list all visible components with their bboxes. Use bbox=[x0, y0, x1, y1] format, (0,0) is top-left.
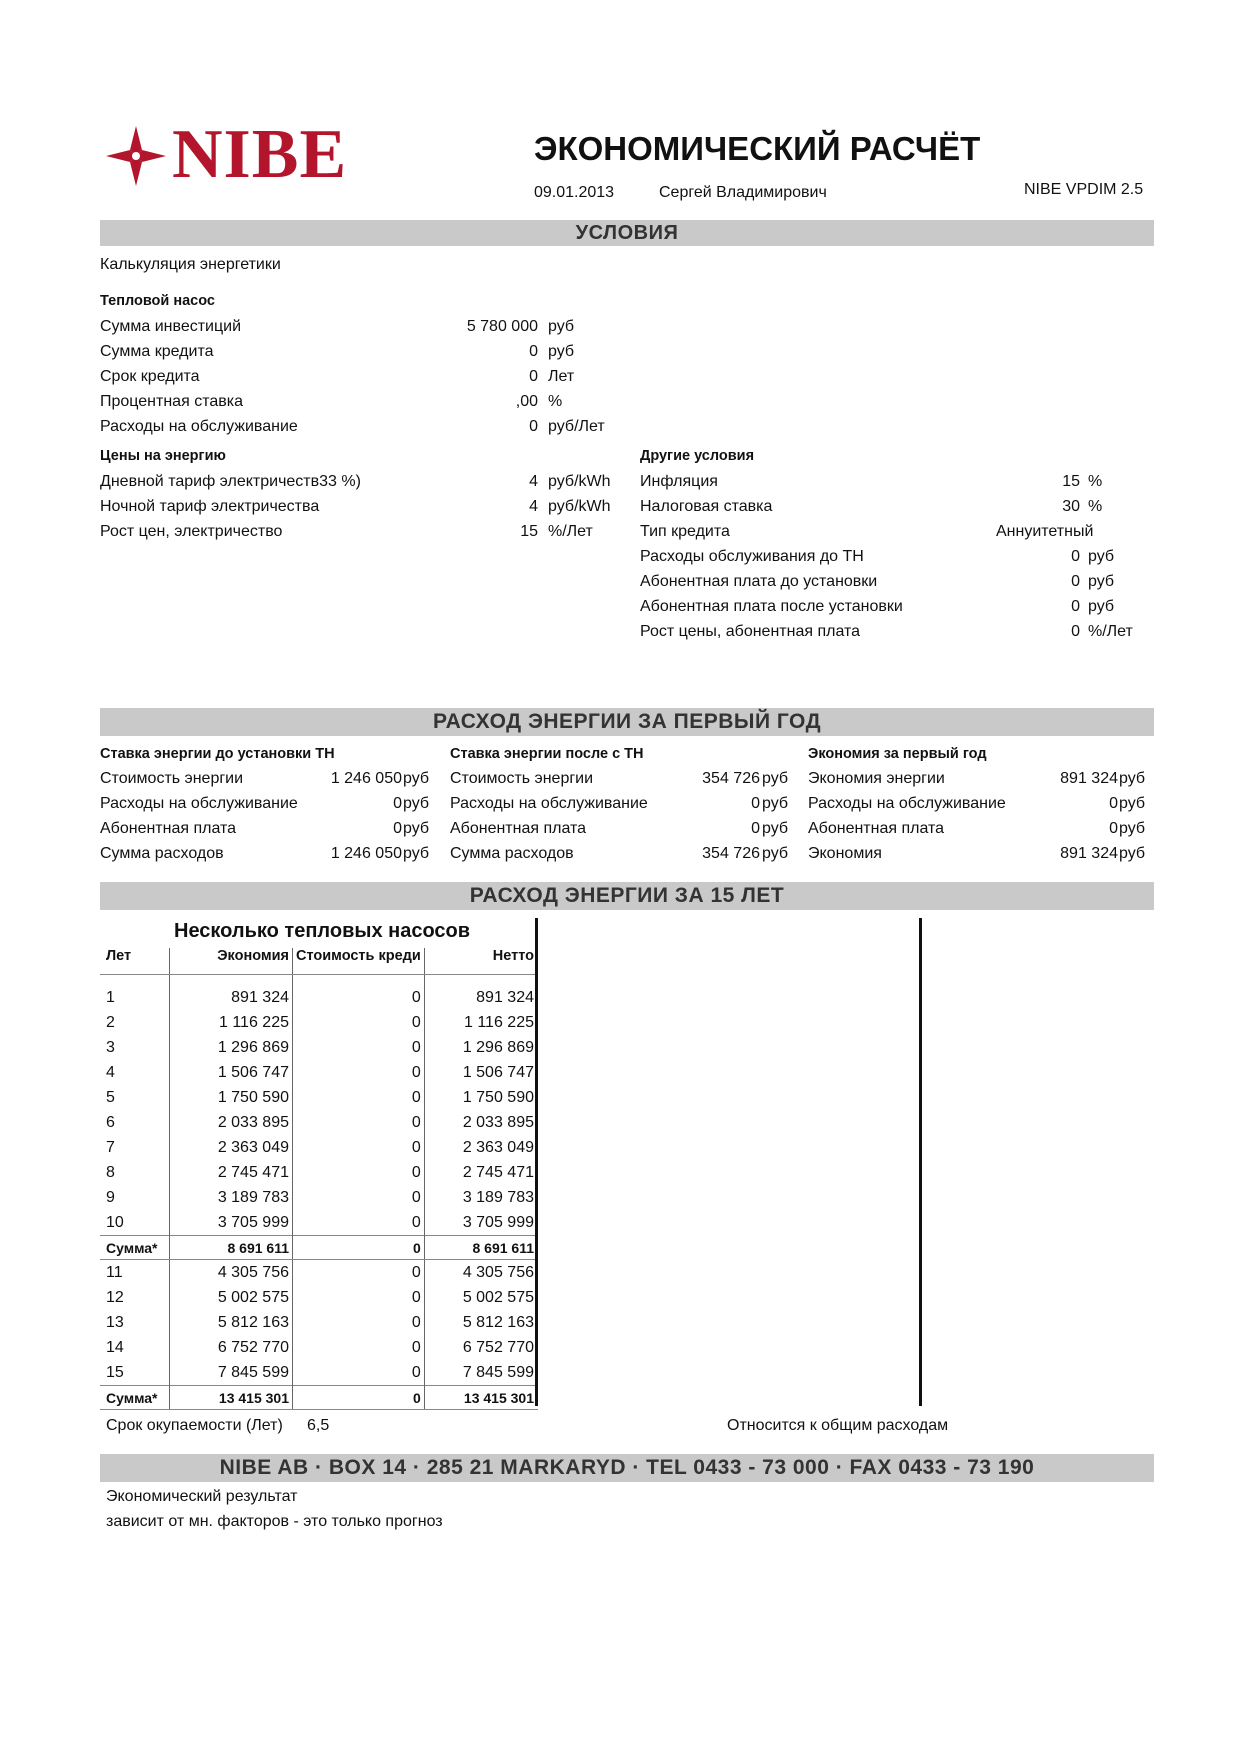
page-title: ЭКОНОМИЧЕСКИЙ РАСЧЁТ bbox=[534, 130, 981, 167]
table-cell: 1 750 590 bbox=[462, 1088, 534, 1106]
table-row bbox=[100, 1085, 538, 1110]
first-year-unit: руб bbox=[1119, 770, 1146, 787]
price-label: Ночной тариф электричества bbox=[100, 498, 320, 515]
table-cell: 4 305 756 bbox=[462, 1263, 534, 1281]
table-row bbox=[100, 1110, 538, 1135]
table-cell: 8 691 611 bbox=[424, 1236, 538, 1260]
heatpump-unit: руб bbox=[548, 318, 575, 335]
first-year-unit: руб bbox=[1119, 795, 1146, 812]
table-cell: 15 bbox=[100, 1360, 170, 1386]
table-spacer bbox=[100, 975, 538, 986]
table-cell: 3 705 999 bbox=[462, 1213, 534, 1231]
table-row bbox=[100, 1160, 538, 1185]
table-cell: 8 691 611 bbox=[170, 1236, 293, 1260]
table-cell: 7 845 599 bbox=[462, 1363, 534, 1381]
table-right-border bbox=[535, 918, 538, 1406]
footer-line-1: Экономический результат bbox=[106, 1488, 298, 1505]
table-row bbox=[100, 1060, 538, 1085]
other-unit: % bbox=[1088, 473, 1103, 490]
heatpump-value: 0 bbox=[529, 418, 538, 435]
table-cell: 13 415 301 bbox=[170, 1386, 293, 1410]
table-cell: 2 bbox=[100, 1010, 170, 1035]
other-label: Абонентная плата после установки bbox=[640, 598, 903, 615]
section-title: РАСХОД ЭНЕРГИИ ЗА 15 ЛЕТ bbox=[469, 884, 785, 907]
first-year-label: Расходы на обслуживание bbox=[808, 795, 1006, 812]
table-cell: 1 506 747 bbox=[170, 1060, 293, 1085]
table-cell: 0 bbox=[293, 1060, 425, 1085]
first-year-value: 891 324 bbox=[1060, 845, 1118, 862]
other-label: Налоговая ставка bbox=[640, 498, 773, 515]
other-unit: % bbox=[1088, 498, 1103, 515]
first-year-label: Расходы на обслуживание bbox=[450, 795, 648, 812]
first-year-label: Расходы на обслуживание bbox=[100, 795, 298, 812]
section-title: РАСХОД ЭНЕРГИИ ЗА ПЕРВЫЙ ГОД bbox=[432, 710, 822, 733]
other-heading: Другие условия bbox=[640, 448, 755, 464]
first-year-value: 0 bbox=[393, 795, 402, 812]
table-row bbox=[100, 1335, 538, 1360]
other-value: 0 bbox=[1071, 548, 1080, 565]
other-unit: руб bbox=[1088, 598, 1115, 615]
first-year-unit: руб bbox=[762, 845, 789, 862]
table-sum-row bbox=[100, 1236, 538, 1260]
table-cell: 1 750 590 bbox=[170, 1085, 293, 1110]
table-cell: 2 033 895 bbox=[462, 1113, 534, 1131]
report-date: 09.01.2013 bbox=[534, 184, 615, 201]
total-costs-note: Относится к общим расходам bbox=[727, 1417, 949, 1434]
table-row bbox=[100, 1135, 538, 1160]
nibe-logo bbox=[104, 116, 404, 193]
table-cell: 13 415 301 bbox=[424, 1386, 538, 1410]
section-bar-first-year bbox=[100, 708, 1154, 736]
table-cell: 2 745 471 bbox=[462, 1163, 534, 1181]
heatpump-label: Срок кредита bbox=[100, 368, 200, 385]
table-cell: 5 812 163 bbox=[462, 1313, 534, 1331]
heatpump-value: 5 780 000 bbox=[466, 318, 538, 335]
first-year-label: Стоимость энергии bbox=[450, 770, 594, 787]
first-year-unit: руб bbox=[403, 845, 430, 862]
table-cell: 0 bbox=[293, 1360, 425, 1386]
section-bar-conditions bbox=[100, 220, 1154, 246]
first-year-unit: руб bbox=[1119, 845, 1146, 862]
first-year-label: Экономия энергии bbox=[808, 770, 945, 787]
table-cell: 3 705 999 bbox=[170, 1210, 293, 1236]
first-year-label: Абонентная плата bbox=[450, 820, 587, 837]
first-year-heading: Ставка энергии до установки ТН bbox=[100, 746, 335, 762]
table-cell: 5 002 575 bbox=[462, 1288, 534, 1306]
price-unit: руб/kWh bbox=[548, 473, 611, 490]
heatpump-value: ,00 bbox=[515, 393, 538, 410]
table-cell: Сумма* bbox=[100, 1386, 170, 1410]
table-row bbox=[100, 1035, 538, 1060]
table-cell: 5 002 575 bbox=[170, 1285, 293, 1310]
other-label: Инфляция bbox=[640, 473, 718, 490]
first-year-unit: руб bbox=[403, 795, 430, 812]
table-cell: 0 bbox=[293, 1085, 425, 1110]
table-cell: 7 845 599 bbox=[170, 1360, 293, 1386]
other-value: 0 bbox=[1071, 623, 1080, 640]
table-cell: 4 305 756 bbox=[170, 1260, 293, 1286]
heatpump-label: Расходы на обслуживание bbox=[100, 418, 298, 435]
first-year-value: 0 bbox=[1109, 795, 1118, 812]
first-year-heading: Ставка энергии после с ТН bbox=[450, 746, 644, 762]
table-title: Несколько тепловых насосов bbox=[174, 920, 471, 942]
table-row bbox=[100, 1185, 538, 1210]
prices-heading: Цены на энергию bbox=[100, 448, 226, 464]
table-cell: 0 bbox=[293, 1285, 425, 1310]
other-label: Рост цены, абонентная плата bbox=[640, 623, 861, 640]
table-row bbox=[100, 1260, 538, 1286]
first-year-value: 0 bbox=[751, 795, 760, 812]
other-label: Тип кредита bbox=[640, 523, 730, 540]
table-cell: Экономия bbox=[170, 948, 293, 975]
table-cell: 1 296 869 bbox=[170, 1035, 293, 1060]
first-year-unit: руб bbox=[1119, 820, 1146, 837]
table-cell: 0 bbox=[293, 1135, 425, 1160]
table-cell: 0 bbox=[293, 1386, 425, 1410]
table-cell: 891 324 bbox=[476, 988, 534, 1006]
price-value: 4 bbox=[529, 473, 538, 490]
table-cell: 14 bbox=[100, 1335, 170, 1360]
table-cell: Стоимость креди bbox=[293, 948, 425, 975]
first-year-label: Абонентная плата bbox=[808, 820, 945, 837]
first-year-unit: руб bbox=[403, 770, 430, 787]
footer-line-2: зависит от мн. факторов - это только прогноз bbox=[106, 1513, 443, 1530]
other-unit: руб bbox=[1088, 548, 1115, 565]
table-cell: 1 116 225 bbox=[464, 1013, 534, 1031]
first-year-value: 354 726 bbox=[702, 845, 760, 862]
other-unit: %/Лет bbox=[1088, 623, 1133, 640]
other-value: Аннуитетный bbox=[996, 523, 1094, 540]
table-cell: 0 bbox=[293, 1260, 425, 1286]
heatpump-unit: Лет bbox=[548, 368, 575, 385]
table-cell: 2 033 895 bbox=[170, 1110, 293, 1135]
table-cell: 9 bbox=[100, 1185, 170, 1210]
other-value: 15 bbox=[1062, 473, 1080, 490]
first-year-value: 354 726 bbox=[702, 770, 760, 787]
table-cell: 2 363 049 bbox=[462, 1138, 534, 1156]
table-cell: 2 363 049 bbox=[170, 1135, 293, 1160]
conditions-subtitle: Калькуляция энергетики bbox=[100, 256, 281, 273]
other-value: 0 bbox=[1071, 573, 1080, 590]
price-label: Дневной тариф электричеств33 %) bbox=[100, 473, 361, 490]
logo-text: NIBE bbox=[172, 116, 348, 193]
table-cell: 1 296 869 bbox=[462, 1038, 534, 1056]
section-title: УСЛОВИЯ bbox=[575, 222, 679, 244]
first-year-label: Сумма расходов bbox=[100, 845, 224, 862]
table-cell: Нетто bbox=[424, 948, 538, 975]
first-year-value: 1 246 050 bbox=[330, 845, 402, 862]
heatpump-unit: руб bbox=[548, 343, 575, 360]
table-cell: 6 752 770 bbox=[462, 1338, 534, 1356]
table-cell: 0 bbox=[293, 1185, 425, 1210]
first-year-unit: руб bbox=[762, 820, 789, 837]
table-cell: 0 bbox=[293, 1110, 425, 1135]
table-cell: 0 bbox=[293, 1210, 425, 1236]
table-cell: 0 bbox=[293, 1010, 425, 1035]
table-cell: 2 745 471 bbox=[170, 1160, 293, 1185]
price-value: 4 bbox=[529, 498, 538, 515]
section-bar-15-years bbox=[100, 882, 1154, 910]
table-cell: 1 506 747 bbox=[462, 1063, 534, 1081]
table-cell: 891 324 bbox=[170, 985, 293, 1010]
first-year-unit: руб bbox=[762, 770, 789, 787]
table-row bbox=[100, 1360, 538, 1386]
table-cell: 0 bbox=[293, 985, 425, 1010]
table-row bbox=[100, 1285, 538, 1310]
first-year-label: Экономия bbox=[808, 845, 882, 862]
table-cell: 3 bbox=[100, 1035, 170, 1060]
heatpump-label: Сумма инвестиций bbox=[100, 318, 242, 335]
other-unit: руб bbox=[1088, 573, 1115, 590]
savings-table bbox=[100, 948, 538, 1410]
table-row bbox=[100, 1310, 538, 1335]
heatpump-label: Процентная ставка bbox=[100, 393, 243, 410]
heatpump-label: Сумма кредита bbox=[100, 343, 214, 360]
table-row bbox=[100, 1010, 538, 1035]
table-cell: 7 bbox=[100, 1135, 170, 1160]
other-label: Расходы обслуживания до ТН bbox=[640, 548, 864, 565]
first-year-label: Абонентная плата bbox=[100, 820, 237, 837]
table-cell: 0 bbox=[293, 1236, 425, 1260]
footer-contact: NIBE AB · BOX 14 · 285 21 MARKARYD · TEL 0433 - 73 000 · FAX 0433 - 73 190 bbox=[219, 1456, 1035, 1479]
table-row bbox=[100, 985, 538, 1010]
table-cell: 12 bbox=[100, 1285, 170, 1310]
software-version: NIBE VPDIM 2.5 bbox=[1024, 181, 1144, 198]
first-year-value: 0 bbox=[751, 820, 760, 837]
first-year-label: Сумма расходов bbox=[450, 845, 574, 862]
first-year-heading: Экономия за первый год bbox=[808, 746, 987, 762]
heatpump-heading: Тепловой насос bbox=[100, 293, 215, 309]
heatpump-value: 0 bbox=[529, 343, 538, 360]
table-cell: 1 bbox=[100, 985, 170, 1010]
table-cell: 0 bbox=[293, 1310, 425, 1335]
chart-right-border bbox=[919, 918, 922, 1406]
payback-value: 6,5 bbox=[307, 1417, 330, 1434]
table-header-row bbox=[100, 948, 538, 975]
client-name: Сергей Владимирович bbox=[659, 184, 827, 201]
table-cell: 0 bbox=[293, 1160, 425, 1185]
first-year-unit: руб bbox=[403, 820, 430, 837]
table-cell: 1 116 225 bbox=[170, 1010, 293, 1035]
table-cell: 5 bbox=[100, 1085, 170, 1110]
price-unit: руб/kWh bbox=[548, 498, 611, 515]
footer-bar bbox=[100, 1454, 1154, 1482]
table-cell: 0 bbox=[293, 1335, 425, 1360]
table-cell: 6 bbox=[100, 1110, 170, 1135]
table-row bbox=[100, 1210, 538, 1236]
first-year-value: 891 324 bbox=[1060, 770, 1118, 787]
table-cell: 3 189 783 bbox=[170, 1185, 293, 1210]
table-cell: 0 bbox=[293, 1035, 425, 1060]
table-cell: 6 752 770 bbox=[170, 1335, 293, 1360]
price-unit: %/Лет bbox=[548, 523, 593, 540]
first-year-value: 1 246 050 bbox=[330, 770, 402, 787]
first-year-value: 0 bbox=[1109, 820, 1118, 837]
table-cell: 3 189 783 bbox=[462, 1188, 534, 1206]
table-cell: 13 bbox=[100, 1310, 170, 1335]
heatpump-unit: % bbox=[548, 393, 563, 410]
table-cell: Сумма* bbox=[100, 1236, 170, 1260]
first-year-unit: руб bbox=[762, 795, 789, 812]
heatpump-unit: руб/Лет bbox=[548, 418, 605, 435]
price-value: 15 bbox=[520, 523, 538, 540]
other-label: Абонентная плата до установки bbox=[640, 573, 878, 590]
heatpump-value: 0 bbox=[529, 368, 538, 385]
table-cell: 8 bbox=[100, 1160, 170, 1185]
table-cell: 5 812 163 bbox=[170, 1310, 293, 1335]
table-cell: 4 bbox=[100, 1060, 170, 1085]
price-label: Рост цен, электричество bbox=[100, 523, 283, 540]
table-sum-row bbox=[100, 1386, 538, 1410]
first-year-value: 0 bbox=[393, 820, 402, 837]
other-value: 30 bbox=[1062, 498, 1080, 515]
other-value: 0 bbox=[1071, 598, 1080, 615]
payback-label: Срок окупаемости (Лет) bbox=[106, 1417, 283, 1434]
table-cell: Лет bbox=[100, 948, 170, 975]
first-year-label: Стоимость энергии bbox=[100, 770, 244, 787]
table-cell: 10 bbox=[100, 1210, 170, 1236]
table-cell: 11 bbox=[100, 1260, 170, 1286]
